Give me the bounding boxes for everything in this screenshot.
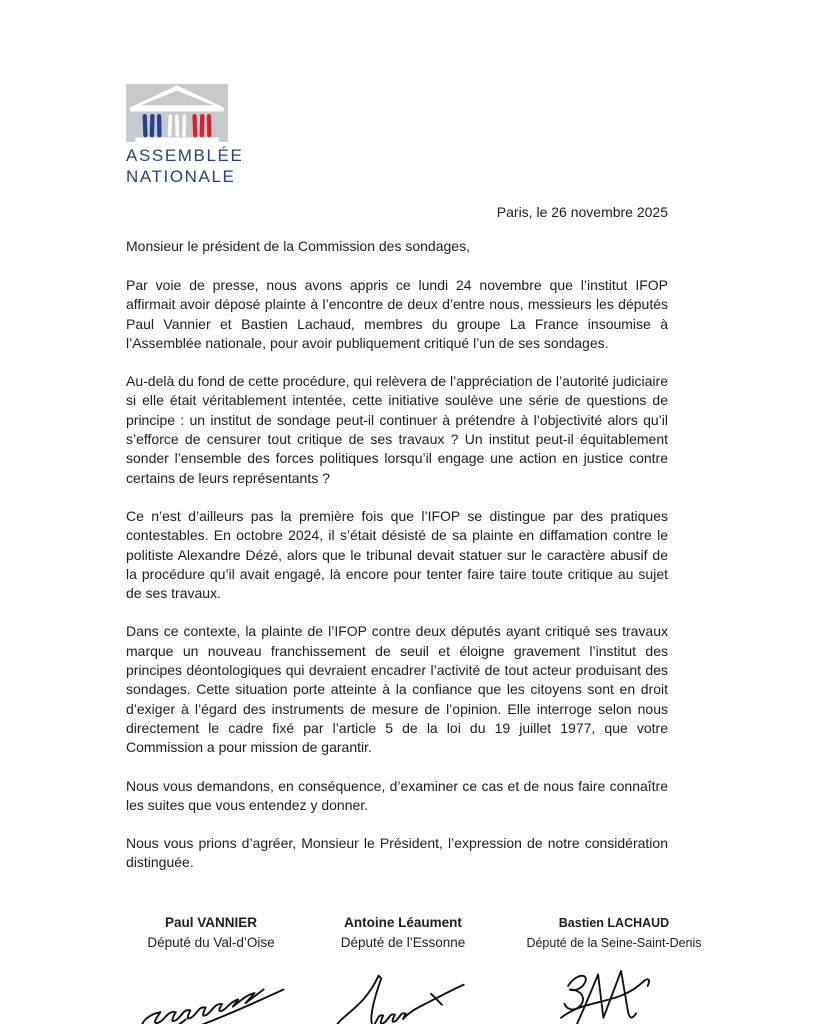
- assemblee-nationale-logo: [126, 84, 244, 187]
- paragraph-5: Nous vous demandons, en conséquence, d’examiner ce cas et de nous faire connaître les suites que vous entendez y donner.: [126, 777, 668, 813]
- signatory-bastien-lachaud: [510, 913, 718, 1024]
- salutation: Monsieur le président de la Commission des sondages,: [126, 238, 470, 254]
- logo-wordmark-line1: ASSEMBLÉE: [126, 146, 244, 165]
- signatory-name: Antoine Léaument: [344, 914, 462, 930]
- paragraph-2: Au-delà du fond de cette procédure, qui relèvera de l’appréciation de l’autorité judiciaire si elle était véritablement intentée, cette initiative soulève une série de questions de principe : un institut de sondage peut-il continuer à prétendre à l’objectivité alors qu’il s’efforce de censurer tout critique de ses travaux ? Un institut peut-il équitablement sonder l’ensemble des forces politiques lorsqu’il engage une action en justice contre certains de leurs représentants ?: [126, 373, 668, 486]
- paragraph-6: Nous vous prions d’agréer, Monsieur le Président, l’expression de notre considération distinguée.: [126, 835, 668, 871]
- logo-wordmark: [126, 145, 244, 187]
- signature-paul-vannier-icon: [126, 963, 298, 1024]
- signatory-title: Député du Val-d’Oise: [147, 934, 275, 950]
- paragraph-3: Ce n’est d’ailleurs pas la première fois que l’IFOP se distingue par des pratiques contestables. En octobre 2024, il s’était désisté de sa plainte en diffamation contre le politiste Alexandre Dézé, alors que le tribunal devait statuer sur le caractère abusif de la procédure qu’il avait engagé, là encore pour tenter faire taire toute critique au sujet de ses travaux.: [126, 507, 668, 602]
- logo-wordmark-line2: NATIONALE: [126, 167, 236, 186]
- signatory-name: Bastien LACHAUD: [558, 915, 670, 930]
- signature-antoine-leaument-icon: [323, 963, 483, 1024]
- paragraph-1: Par voie de presse, nous avons appris ce lundi 24 novembre que l’institut IFOP affirmait avoir déposé plainte à l’encontre de deux d’entre nous, messieurs les députés Paul Vannier et Bastien Lachaud, membres du groupe La France insoumise à l’Assemblée nationale, pour avoir publiquement critiqué l’un de ses sondages.: [126, 277, 668, 351]
- temple-emblem-icon: [126, 84, 228, 142]
- signatory-title: Député de l’Essonne: [340, 934, 466, 950]
- dateline: Paris, le 26 novembre 2025: [496, 204, 668, 220]
- signatory-name: Paul VANNIER: [164, 914, 257, 930]
- signature-block: [126, 913, 718, 1024]
- signature-bastien-lachaud-icon: [539, 963, 689, 1024]
- signatory-antoine-leaument: [308, 913, 498, 1024]
- paragraph-4: Dans ce contexte, la plainte de l’IFOP contre deux députés ayant critiqué ses travaux marque un nouveau franchissement de seuil et éloigne gravement l’institut des principes déontologiques qui devraient encadrer l’activité de tout acteur produisant des sondages. Cette situation porte atteinte à la confiance que les citoyens sont en droit d’exiger à l’égard des instruments de mesure de l’opinion. Elle interroge selon nous directement le cadre fixé par l’article 5 de la loi du 19 juillet 1977, que votre Commission a pour mission de garantir.: [126, 623, 668, 756]
- signatory-paul-vannier: [126, 913, 296, 1024]
- signatory-title: Député de la Seine-Saint-Denis: [526, 935, 702, 950]
